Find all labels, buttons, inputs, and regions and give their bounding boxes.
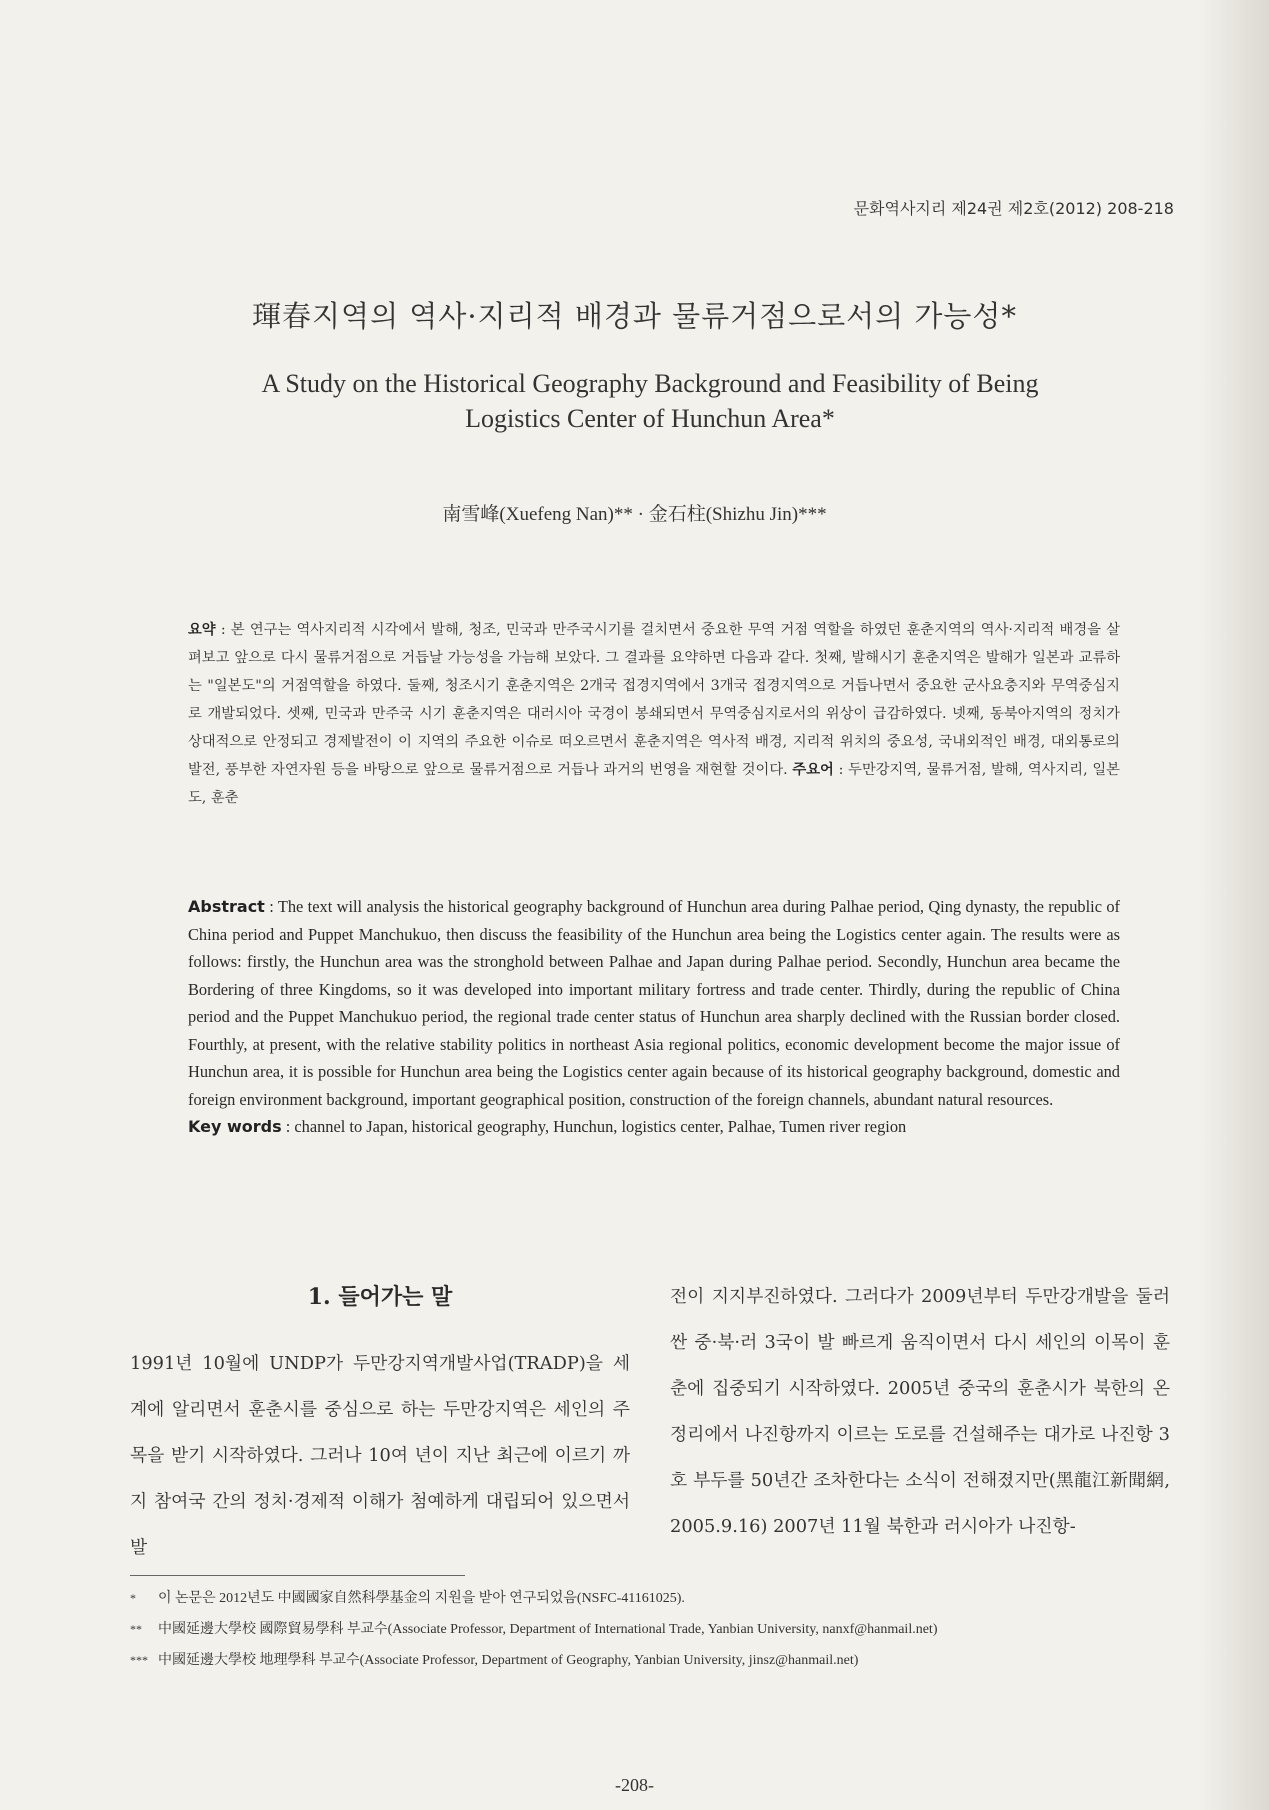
body-paragraph-left: 1991년 10월에 UNDP가 두만강지역개발사업(TRADP)을 세계에 알리면서 훈춘시를 중심으로 하는 두만강지역은 세인의 주목을 받기 시작하였다. 그러나 10여 년이 지난 최근에 이르기 까지 참여국 간의 정치·경제적 이해가 첨예하게 대립되어 있으면서 발 (130, 1353, 630, 1558)
keywords-korean-label: 주요어 (792, 762, 834, 778)
abstract-korean (188, 616, 1120, 812)
body-column-right (670, 1274, 1170, 1550)
section-heading: 1. 들어가는 말 (307, 1284, 453, 1310)
footnote-text: 中國延邊大學校 地理學科 부교수(Associate Professor, Department of Geography, Yanbian University, jinsz@hanmail.net) (158, 1653, 859, 1668)
keywords-english-label: Key words (188, 1117, 282, 1136)
keywords-english-text: : channel to Japan, historical geography, Hunchun, logistics center, Palhae, Tumen river region (281, 1117, 907, 1136)
footnote (130, 1614, 1160, 1645)
abstract-english (188, 893, 1120, 1141)
footnote-mark: ** (130, 1622, 142, 1636)
journal-reference: 문화역사지리 제24권 제2호(2012) 208-218 (853, 199, 1174, 218)
footnote-mark: * (130, 1591, 136, 1605)
footnote-text: 이 논문은 2012년도 中國國家自然科學基金의 지원을 받아 연구되었음(NSFC-41161025). (158, 1591, 685, 1606)
author-line: 南雪峰(Xuefeng Nan)** · 金石柱(Shizhu Jin)*** (442, 504, 827, 525)
abstract-english-text: : The text will analysis the historical geography background of Hunchun area during Palhae period, Qing dynasty, the republic of China period and Puppet Manchukuo, then discuss the feasibility of the Hunchun area being the Logistics center again. The results were as follows: firstly, the Hunchun area was the stronghold between Palhae and Japan during Palhae period. Secondly, Hunchun area became the Bordering of three Kingdoms, so it was developed into important military fortress and trade center. Thirdly, during the republic of China period and the Puppet Manchukuo period, the regional trade center status of Hunchun area sharply declined with the Russian border closed. Fourthly, at present, with the relative stability politics in northeast Asia regional politics, economic development become the major issue of Hunchun area, it is possible for Hunchun area being the Logistics center again because of its historical geography background, domestic and foreign environment background, important geographical position, construction of the foreign channels, abundant natural resources. (188, 897, 1120, 1109)
footnote (130, 1645, 1160, 1676)
page-number: -208- (615, 1775, 654, 1795)
abstract-korean-text: : 본 연구는 역사지리적 시각에서 발해, 청조, 민국과 만주국시기를 걸치면서 중요한 무역 거점 역할을 하였던 훈춘지역의 역사·지리적 배경을 살펴보고 앞으로 다시 물류거점으로 거듭날 가능성을 가늠해 보았다. 그 결과를 요약하면 다음과 같다. 첫째, 발해시기 훈춘지역은 발해가 일본과 교류하는 "일본도"의 거점역할을 하였다. 둘째, 청조시기 훈춘지역은 2개국 접경지역에서 3개국 접경지역으로 거듭나면서 중요한 군사요충지와 무역중심지로 개발되었다. 셋째, 민국과 만주국 시기 훈춘지역은 대러시아 국경이 봉쇄되면서 무역중심지로서의 위상이 급감하였다. 넷째, 동북아지역의 정치가 상대적으로 안정되고 경제발전이 이 지역의 주요한 이슈로 떠오르면서 훈춘지역은 역사적 배경, 지리적 위치의 중요성, 국내외적인 배경, 대외통로의 발전, 풍부한 자연자원 등을 바탕으로 앞으로 물류거점으로 거듭나 과거의 번영을 재현할 것이다. (188, 622, 1120, 778)
keywords-korean-text: : 두만강지역, 물류거점, 발해, 역사지리, 일본도, 훈춘 (188, 762, 1120, 806)
footnote (130, 1583, 1160, 1614)
body-column-left (130, 1270, 630, 1571)
footnote-text: 中國延邊大學校 國際貿易學科 부교수(Associate Professor, Department of International Trade, Yanbian University, nanxf@hanmail.net) (158, 1622, 938, 1637)
abstract-english-label: Abstract (188, 897, 265, 916)
body-paragraph-right: 전이 지지부진하였다. 그러다가 2009년부터 두만강개발을 둘러싼 중·북·러 3국이 발 빠르게 움직이면서 다시 세인의 이목이 훈춘에 집중되기 시작하였다. 2005년 중국의 훈춘시가 북한의 온정리에서 나진항까지 이르는 도로를 건설해주는 대가로 나진항 3호 부두를 50년간 조차한다는 소식이 전해졌지만(黑龍江新聞網, 2005.9.16) 2007년 11월 북한과 러시아가 나진항- (670, 1286, 1170, 1537)
title-english: A Study on the Historical Geography Background and Feasibility of Being Logistics Center of Hunchun Area* (261, 369, 1039, 433)
abstract-korean-label: 요약 (188, 622, 216, 638)
footnote-mark: *** (130, 1653, 148, 1667)
footnote-divider (130, 1575, 465, 1576)
title-korean: 琿春지역의 역사·지리적 배경과 물류거점으로서의 가능성* (252, 299, 1017, 333)
footnotes (130, 1583, 1160, 1676)
page-edge-shadow (1199, 0, 1269, 1810)
